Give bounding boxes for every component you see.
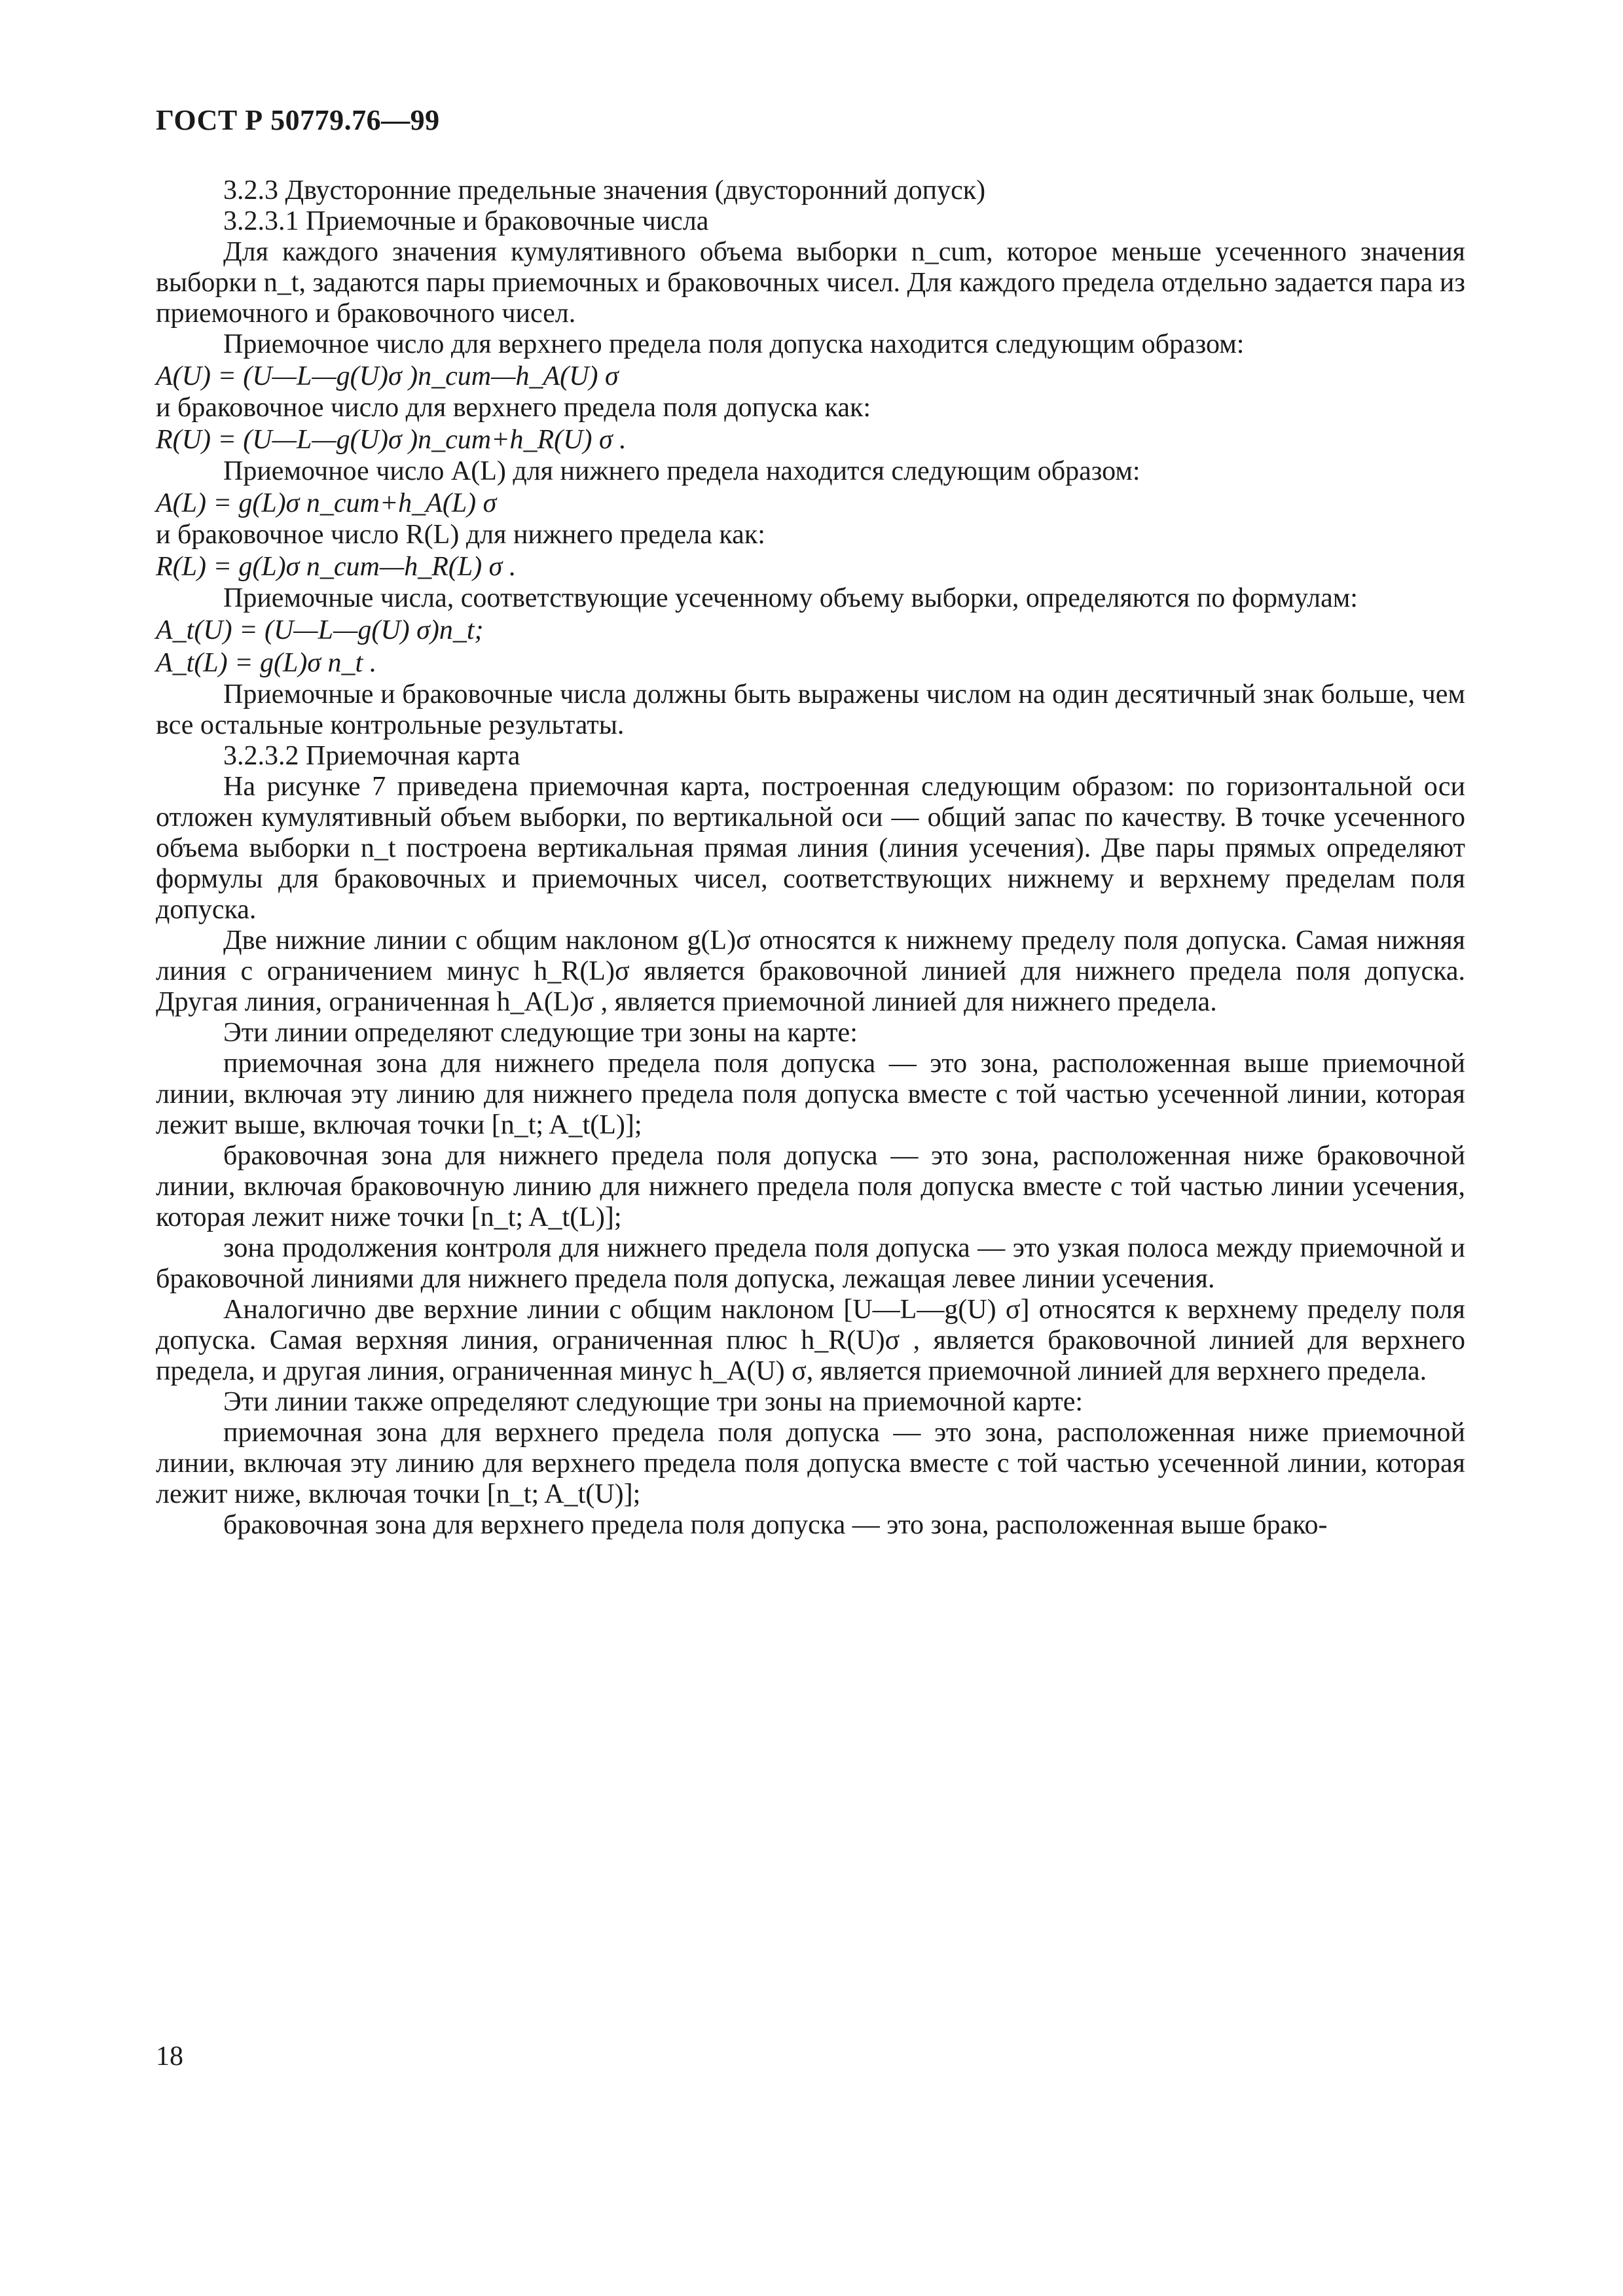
paragraph: и браковочное число R(L) для нижнего предела как: xyxy=(156,520,765,550)
paragraph: На рисунке 7 приведена приемочная карта, построенная следующим образом: по горизонтальной оси отложен кумулятивный объем выборки, по вертикальной оси — общий запас по качеству. В точке усеченного объема выборки n_t построена вертикальная прямая линия (линия усечения). Две пары прямых определяют формулы для браковочных и приемочных чисел, соответствующих нижнему и верхнему пределам поля допуска. xyxy=(156,772,1465,925)
formula-acceptance-lower: A(L) = g(L)σ n_cum+h_A(L) σ xyxy=(156,488,497,518)
paragraph: зона продолжения контроля для нижнего предела поля допуска — это узкая полоса между приемочной и браковочной линиями для нижнего предела поля допуска, лежащая левее линии усечения. xyxy=(156,1233,1465,1294)
paragraph: Приемочное число A(L) для нижнего предела находится следующим образом: xyxy=(223,456,1140,486)
paragraph: Эти линии определяют следующие три зоны на карте: xyxy=(223,1018,858,1048)
paragraph: Приемочные и браковочные числа должны быть выражены числом на один десятичный знак больше, чем все остальные контрольные результаты. xyxy=(156,679,1465,740)
paragraph: Приемочные числа, соответствующие усеченному объему выборки, определяются по формулам: xyxy=(223,583,1358,613)
section-heading-3-2-3-2: 3.2.3.2 Приемочная карта xyxy=(223,741,520,771)
paragraph: Для каждого значения кумулятивного объема выборки n_cum, которое меньше усеченного значения выборки n_t, задаются пары приемочных и браковочных чисел. Для каждого предела отдельно задается пара из приемочного и браковочного чисел. xyxy=(156,237,1465,329)
paragraph: Две нижние линии с общим наклоном g(L)σ относятся к нижнему пределу поля допуска. Самая нижняя линия с ограничением минус h_R(L)σ является браковочной линией для нижнего предела поля допуска. Другая линия, ограниченная h_A(L)σ , является приемочной линией для нижнего предела. xyxy=(156,925,1465,1017)
formula-truncated-lower: A_t(L) = g(L)σ n_t . xyxy=(156,648,377,678)
paragraph: Аналогично две верхние линии с общим наклоном [U—L—g(U) σ] относятся к верхнему пределу поля допуска. Самая верхняя линия, ограниченная плюс h_R(U)σ , является браковочной линией для верхнего предела, и другая линия, ограниченная минус h_A(U) σ, является приемочной линией для верхнего предела. xyxy=(156,1295,1465,1386)
paragraph: Приемочное число для верхнего предела поля допуска находится следующим образом: xyxy=(223,329,1245,359)
paragraph: браковочная зона для нижнего предела поля допуска — это зона, расположенная ниже браковочной линии, включая браковочную линию для нижнего предела поля допуска вместе с той частью линии усечения, которая лежит ниже точки [n_t; A_t(L)]; xyxy=(156,1141,1465,1232)
formula-truncated-upper: A_t(U) = (U—L—g(U) σ)n_t; xyxy=(156,615,484,645)
section-heading-3-2-3-1: 3.2.3.1 Приемочные и браковочные числа xyxy=(223,206,709,236)
paragraph: Эти линии также определяют следующие три зоны на приемочной карте: xyxy=(223,1387,1084,1417)
standard-header: ГОСТ Р 50779.76—99 xyxy=(156,104,440,136)
formula-rejection-upper: R(U) = (U—L—g(U)σ )n_cum+h_R(U) σ . xyxy=(156,425,627,455)
paragraph: и браковочное число для верхнего предела поля допуска как: xyxy=(156,393,871,423)
formula-acceptance-upper: A(U) = (U—L—g(U)σ )n_cum—h_A(U) σ xyxy=(156,361,619,391)
paragraph: приемочная зона для нижнего предела поля допуска — это зона, расположенная выше приемочной линии, включая эту линию для нижнего предела поля допуска вместе с той частью усеченной линии, которая лежит выше, включая точки [n_t; A_t(L)]; xyxy=(156,1049,1465,1140)
section-heading-3-2-3: 3.2.3 Двусторонние предельные значения (двусторонний допуск) xyxy=(223,175,986,206)
formula-rejection-lower: R(L) = g(L)σ n_cum—h_R(L) σ . xyxy=(156,552,517,582)
paragraph: приемочная зона для верхнего предела поля допуска — это зона, расположенная ниже приемочной линии, включая эту линию для верхнего предела поля допуска вместе с той частью усеченной линии, которая лежит ниже, включая точки [n_t; A_t(U)]; xyxy=(156,1418,1465,1509)
paragraph: браковочная зона для верхнего предела поля допуска — это зона, расположенная выше брако- xyxy=(223,1510,1328,1540)
page-number: 18 xyxy=(156,2041,183,2072)
page-body xyxy=(156,175,1465,1541)
